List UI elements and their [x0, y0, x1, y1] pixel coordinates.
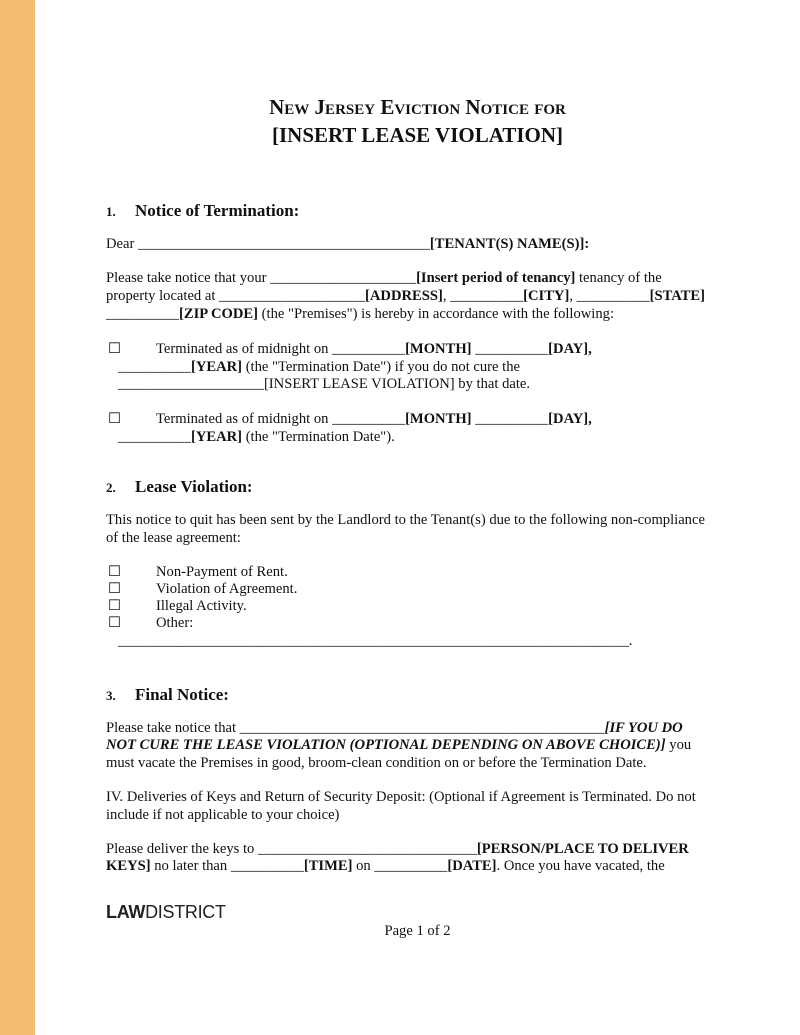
- section-number: 1.: [106, 204, 116, 219]
- text-line: [106, 857, 665, 875]
- placeholder-field: [DAY],: [548, 411, 592, 427]
- text-segment: , __________: [442, 288, 524, 304]
- text-line: [106, 719, 683, 737]
- placeholder-field: [PERSON/PLACE TO DELIVER: [476, 841, 689, 857]
- checkbox-option: [108, 614, 193, 632]
- placeholder-field: [TENANT(S) NAME(S)]:: [429, 236, 590, 252]
- text-segment: __________: [471, 411, 549, 427]
- text-segment: __________: [118, 429, 191, 445]
- page-number: Page 1 of 2: [384, 923, 451, 939]
- placeholder-field: [DATE]: [447, 858, 497, 874]
- placeholder-field: NOT CURE THE LEASE VIOLATION (OPTIONAL DEPENDING ON ABOVE CHOICE)]: [106, 737, 666, 753]
- document-title: New Jersey Eviction Notice for: [269, 95, 566, 119]
- text-line: [106, 529, 241, 547]
- text-segment: Illegal Activity.: [156, 598, 247, 614]
- checkbox-option: [108, 597, 247, 615]
- placeholder-field: [ADDRESS]: [365, 288, 443, 304]
- placeholder-field: [YEAR]: [190, 359, 243, 375]
- placeholder-field: [Insert period of tenancy]: [416, 270, 576, 286]
- text-segment: IV. Deliveries of Keys and Return of Security Deposit: (Optional if Agreement is Terminated. Do not: [106, 789, 696, 805]
- text-segment: __________: [118, 359, 191, 375]
- text-segment: (the "Termination Date").: [242, 429, 395, 445]
- text-line: [118, 428, 395, 446]
- text-segment: must vacate the Premises in good, broom-clean condition on or before the Termination Date.: [106, 755, 647, 771]
- placeholder-field: [ZIP CODE]: [178, 306, 259, 322]
- section-heading: [106, 202, 299, 221]
- text-segment: __________: [471, 341, 549, 357]
- section-number: 2.: [106, 480, 116, 495]
- section-heading: [106, 478, 253, 497]
- checkbox-icon[interactable]: ☐: [108, 581, 122, 597]
- text-line: [118, 358, 520, 376]
- checkbox-icon[interactable]: ☐: [108, 411, 122, 427]
- text-segment: you: [665, 737, 692, 753]
- placeholder-field: [CITY]: [523, 288, 570, 304]
- text-segment: Dear ________________________________________: [106, 236, 430, 252]
- text-segment: ______________________________________________________________________.: [118, 633, 633, 649]
- text-line: [106, 736, 691, 754]
- checkbox-option: [108, 580, 297, 598]
- section-title: Final Notice:: [135, 685, 229, 704]
- text-line: [106, 269, 662, 287]
- checkbox-option: [108, 340, 592, 358]
- placeholder-field: [TIME]: [303, 858, 353, 874]
- text-segment: Terminated as of midnight on __________: [156, 341, 406, 357]
- section-heading: [106, 686, 229, 705]
- text-line: [106, 754, 647, 772]
- text-segment: (the "Termination Date") if you do not cure the: [242, 359, 520, 375]
- placeholder-field: [IF YOU DO: [604, 720, 683, 736]
- text-line: [106, 788, 696, 806]
- text-line: [106, 305, 614, 323]
- section-title: Notice of Termination:: [135, 201, 300, 220]
- placeholder-field: [STATE]: [649, 288, 706, 304]
- text-segment: tenancy of the: [575, 270, 662, 286]
- text-line: [106, 806, 339, 824]
- section-number: 3.: [106, 688, 116, 703]
- text-segment: of the lease agreement:: [106, 530, 241, 546]
- section-title: Lease Violation:: [135, 477, 253, 496]
- text-line: [106, 511, 705, 529]
- placeholder-field: [MONTH]: [405, 341, 472, 357]
- text-segment: Terminated as of midnight on __________: [156, 411, 406, 427]
- lawdistrict-logo: LAWDISTRICT: [106, 902, 226, 922]
- text-line: [118, 375, 530, 393]
- placeholder-field: [YEAR]: [190, 429, 243, 445]
- text-segment: include if not applicable to your choice): [106, 807, 340, 823]
- checkbox-icon[interactable]: ☐: [108, 341, 122, 357]
- text-line: [118, 632, 632, 650]
- text-segment: Non-Payment of Rent.: [156, 564, 288, 580]
- text-segment: property located at ____________________: [106, 288, 365, 304]
- text-segment: __________: [106, 306, 179, 322]
- text-segment: Please deliver the keys to ______________________________: [106, 841, 477, 857]
- checkbox-icon[interactable]: ☐: [108, 598, 122, 614]
- placeholder-field: [DAY],: [548, 341, 592, 357]
- sidebar-accent: [0, 0, 35, 1035]
- text-segment: ____________________[INSERT LEASE VIOLATION] by that date.: [118, 376, 531, 392]
- text-line: [106, 840, 689, 858]
- text-segment: , __________: [569, 288, 650, 304]
- checkbox-icon[interactable]: ☐: [108, 615, 122, 631]
- text-segment: This notice to quit has been sent by the Landlord to the Tenant(s) due to the following non-compliance: [106, 512, 705, 528]
- text-line: [106, 235, 589, 253]
- text-segment: . Once you have vacated, the: [496, 858, 665, 874]
- text-segment: Please take notice that __________________________________________________: [106, 720, 605, 736]
- checkbox-option: [108, 563, 288, 581]
- text-segment: Other:: [156, 615, 194, 631]
- text-line: [106, 287, 705, 305]
- text-segment: Please take notice that your ____________________: [106, 270, 417, 286]
- text-segment: no later than __________: [150, 858, 304, 874]
- checkbox-option: [108, 410, 592, 428]
- placeholder-field: [MONTH]: [405, 411, 472, 427]
- placeholder-field: KEYS]: [106, 858, 151, 874]
- text-segment: on __________: [352, 858, 448, 874]
- text-segment: (the "Premises") is hereby in accordance with the following:: [258, 306, 615, 322]
- text-segment: Violation of Agreement.: [156, 581, 298, 597]
- checkbox-icon[interactable]: ☐: [108, 564, 122, 580]
- document-subtitle: [INSERT LEASE VIOLATION]: [271, 123, 564, 147]
